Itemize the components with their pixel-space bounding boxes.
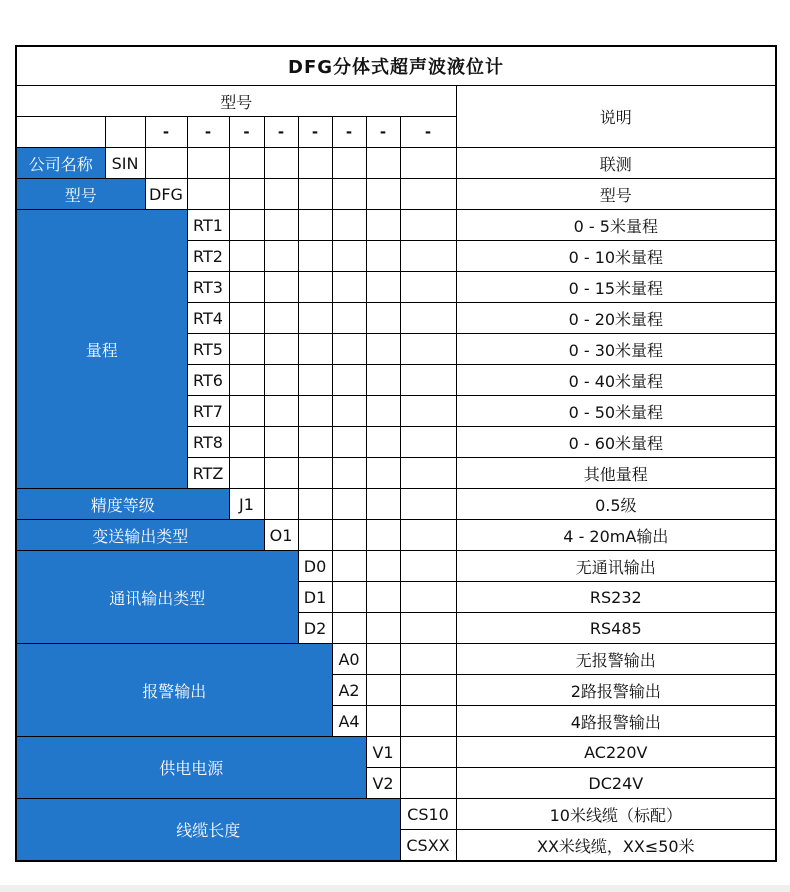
code-range: RT8 xyxy=(187,427,229,458)
empty-cell xyxy=(332,272,366,303)
code-range: RT6 xyxy=(187,365,229,396)
empty-cell xyxy=(264,148,298,179)
empty-cell xyxy=(332,365,366,396)
code-communication-output: D0 xyxy=(298,551,332,582)
empty-cell xyxy=(366,613,400,644)
code-communication-output: D1 xyxy=(298,582,332,613)
empty-cell xyxy=(229,272,264,303)
empty-cell xyxy=(264,489,298,520)
category-cable-length: 线缆长度 xyxy=(16,799,400,862)
row-cable-length xyxy=(16,799,776,830)
empty-cell xyxy=(229,334,264,365)
code-alarm-output: A2 xyxy=(332,675,366,706)
empty-cell xyxy=(298,334,332,365)
empty-cell xyxy=(366,706,400,737)
empty-cell xyxy=(366,675,400,706)
row-range xyxy=(16,210,776,241)
code-cable-length: CSXX xyxy=(400,830,456,862)
empty-cell xyxy=(298,520,332,551)
code-transmitter-output: O1 xyxy=(264,520,298,551)
category-range: 量程 xyxy=(16,210,187,489)
empty-cell xyxy=(332,396,366,427)
dash-separator: - xyxy=(298,117,332,148)
empty-cell xyxy=(400,675,456,706)
empty-cell xyxy=(400,644,456,675)
empty-cell xyxy=(229,179,264,210)
empty-cell xyxy=(332,582,366,613)
empty-cell xyxy=(332,551,366,582)
desc-communication-output: RS485 xyxy=(456,613,776,644)
empty-cell xyxy=(229,148,264,179)
empty-cell xyxy=(264,179,298,210)
empty-cell xyxy=(400,272,456,303)
category-alarm-output: 报警输出 xyxy=(16,644,332,737)
empty-cell xyxy=(366,458,400,489)
empty-cell xyxy=(366,210,400,241)
desc-alarm-output: 2路报警输出 xyxy=(456,675,776,706)
empty-cell xyxy=(298,396,332,427)
empty-cell xyxy=(366,148,400,179)
empty-cell xyxy=(332,241,366,272)
empty-cell xyxy=(187,148,229,179)
desc-range: 0 - 30米量程 xyxy=(456,334,776,365)
empty-cell xyxy=(366,427,400,458)
model-selection-table xyxy=(15,45,777,862)
table-title: DFG分体式超声波液位计 xyxy=(16,46,776,86)
code-range: RT7 xyxy=(187,396,229,427)
empty-cell xyxy=(366,582,400,613)
empty-cell xyxy=(366,241,400,272)
row-header xyxy=(16,86,776,117)
empty-cell xyxy=(264,241,298,272)
empty-cell xyxy=(264,396,298,427)
code-cable-length: CS10 xyxy=(400,799,456,830)
empty-cell xyxy=(332,613,366,644)
dash-separator: - xyxy=(366,117,400,148)
code-communication-output: D2 xyxy=(298,613,332,644)
empty-cell xyxy=(400,613,456,644)
category-power-supply: 供电电源 xyxy=(16,737,366,799)
code-model: DFG xyxy=(145,179,187,210)
empty-cell xyxy=(400,551,456,582)
code-range: RT3 xyxy=(187,272,229,303)
empty-cell xyxy=(366,644,400,675)
desc-range: 其他量程 xyxy=(456,458,776,489)
description-header: 说明 xyxy=(456,86,776,148)
empty-cell xyxy=(332,179,366,210)
empty-cell xyxy=(298,303,332,334)
desc-model: 型号 xyxy=(456,179,776,210)
desc-alarm-output: 4路报警输出 xyxy=(456,706,776,737)
empty-cell xyxy=(298,241,332,272)
empty-cell xyxy=(332,334,366,365)
dash-separator: - xyxy=(332,117,366,148)
empty-cell xyxy=(229,303,264,334)
empty-cell xyxy=(298,458,332,489)
empty-cell xyxy=(400,458,456,489)
code-range: RT5 xyxy=(187,334,229,365)
empty-cell xyxy=(400,768,456,799)
empty-cell xyxy=(298,489,332,520)
dash-separator: - xyxy=(187,117,229,148)
empty-cell xyxy=(366,551,400,582)
desc-range: 0 - 10米量程 xyxy=(456,241,776,272)
empty-cell xyxy=(366,396,400,427)
desc-alarm-output: 无报警输出 xyxy=(456,644,776,675)
row-accuracy xyxy=(16,489,776,520)
row-alarm-output xyxy=(16,644,776,675)
empty-cell xyxy=(332,458,366,489)
row-communication-output xyxy=(16,551,776,582)
empty-cell xyxy=(400,303,456,334)
code-power-supply: V1 xyxy=(366,737,400,768)
desc-range: 0 - 20米量程 xyxy=(456,303,776,334)
empty-cell xyxy=(400,427,456,458)
empty-cell xyxy=(332,520,366,551)
empty-cell xyxy=(400,582,456,613)
empty-cell xyxy=(366,272,400,303)
empty-cell xyxy=(264,334,298,365)
desc-range: 0 - 5米量程 xyxy=(456,210,776,241)
desc-communication-output: 无通讯输出 xyxy=(456,551,776,582)
desc-communication-output: RS232 xyxy=(456,582,776,613)
desc-cable-length: 10米线缆（标配） xyxy=(456,799,776,830)
empty-cell xyxy=(400,179,456,210)
desc-accuracy: 0.5级 xyxy=(456,489,776,520)
empty-cell xyxy=(298,427,332,458)
dash-separator: - xyxy=(229,117,264,148)
code-range: RT1 xyxy=(187,210,229,241)
empty-cell xyxy=(400,241,456,272)
model-header: 型号 xyxy=(16,86,456,117)
dash-separator: - xyxy=(145,117,187,148)
empty-cell xyxy=(105,117,145,148)
desc-cable-length: XX米线缆，XX≤50米 xyxy=(456,830,776,862)
code-company: SIN xyxy=(105,148,145,179)
desc-range: 0 - 15米量程 xyxy=(456,272,776,303)
desc-power-supply: AC220V xyxy=(456,737,776,768)
empty-cell xyxy=(298,179,332,210)
empty-cell xyxy=(332,303,366,334)
code-range: RTZ xyxy=(187,458,229,489)
desc-transmitter-output: 4 - 20mA输出 xyxy=(456,520,776,551)
empty-cell xyxy=(298,148,332,179)
empty-cell xyxy=(400,148,456,179)
empty-cell xyxy=(229,365,264,396)
row-power-supply xyxy=(16,737,776,768)
row-transmitter-output xyxy=(16,520,776,551)
empty-cell xyxy=(366,520,400,551)
empty-cell xyxy=(145,148,187,179)
empty-cell xyxy=(264,210,298,241)
empty-cell xyxy=(229,210,264,241)
desc-range: 0 - 40米量程 xyxy=(456,365,776,396)
code-alarm-output: A4 xyxy=(332,706,366,737)
empty-cell xyxy=(332,148,366,179)
empty-cell xyxy=(366,334,400,365)
category-company: 公司名称 xyxy=(16,148,105,179)
row-model xyxy=(16,179,776,210)
empty-cell xyxy=(229,427,264,458)
row-company xyxy=(16,148,776,179)
empty-cell xyxy=(400,520,456,551)
empty-cell xyxy=(264,427,298,458)
empty-cell xyxy=(332,427,366,458)
row-title xyxy=(16,46,776,86)
empty-cell xyxy=(366,365,400,396)
empty-cell xyxy=(298,365,332,396)
empty-cell xyxy=(264,458,298,489)
code-range: RT2 xyxy=(187,241,229,272)
empty-cell xyxy=(264,365,298,396)
empty-cell xyxy=(400,334,456,365)
code-accuracy: J1 xyxy=(229,489,264,520)
empty-cell xyxy=(400,706,456,737)
category-model: 型号 xyxy=(16,179,145,210)
empty-cell xyxy=(264,303,298,334)
code-alarm-output: A0 xyxy=(332,644,366,675)
page-bottom-strip xyxy=(0,885,790,892)
empty-cell xyxy=(400,396,456,427)
empty-cell xyxy=(298,210,332,241)
desc-company: 联测 xyxy=(456,148,776,179)
empty-cell xyxy=(229,396,264,427)
empty-cell xyxy=(187,179,229,210)
empty-cell xyxy=(229,241,264,272)
empty-cell xyxy=(298,272,332,303)
empty-cell xyxy=(332,489,366,520)
empty-cell xyxy=(400,365,456,396)
empty-cell xyxy=(16,117,105,148)
category-communication-output: 通讯输出类型 xyxy=(16,551,298,644)
empty-cell xyxy=(332,210,366,241)
empty-cell xyxy=(366,303,400,334)
dash-separator: - xyxy=(264,117,298,148)
code-range: RT4 xyxy=(187,303,229,334)
empty-cell xyxy=(366,179,400,210)
category-accuracy: 精度等级 xyxy=(16,489,229,520)
empty-cell xyxy=(400,737,456,768)
desc-range: 0 - 50米量程 xyxy=(456,396,776,427)
empty-cell xyxy=(229,458,264,489)
dash-separator: - xyxy=(400,117,456,148)
empty-cell xyxy=(400,210,456,241)
empty-cell xyxy=(264,272,298,303)
category-transmitter-output: 变送输出类型 xyxy=(16,520,264,551)
desc-power-supply: DC24V xyxy=(456,768,776,799)
empty-cell xyxy=(400,489,456,520)
empty-cell xyxy=(366,489,400,520)
code-power-supply: V2 xyxy=(366,768,400,799)
desc-range: 0 - 60米量程 xyxy=(456,427,776,458)
